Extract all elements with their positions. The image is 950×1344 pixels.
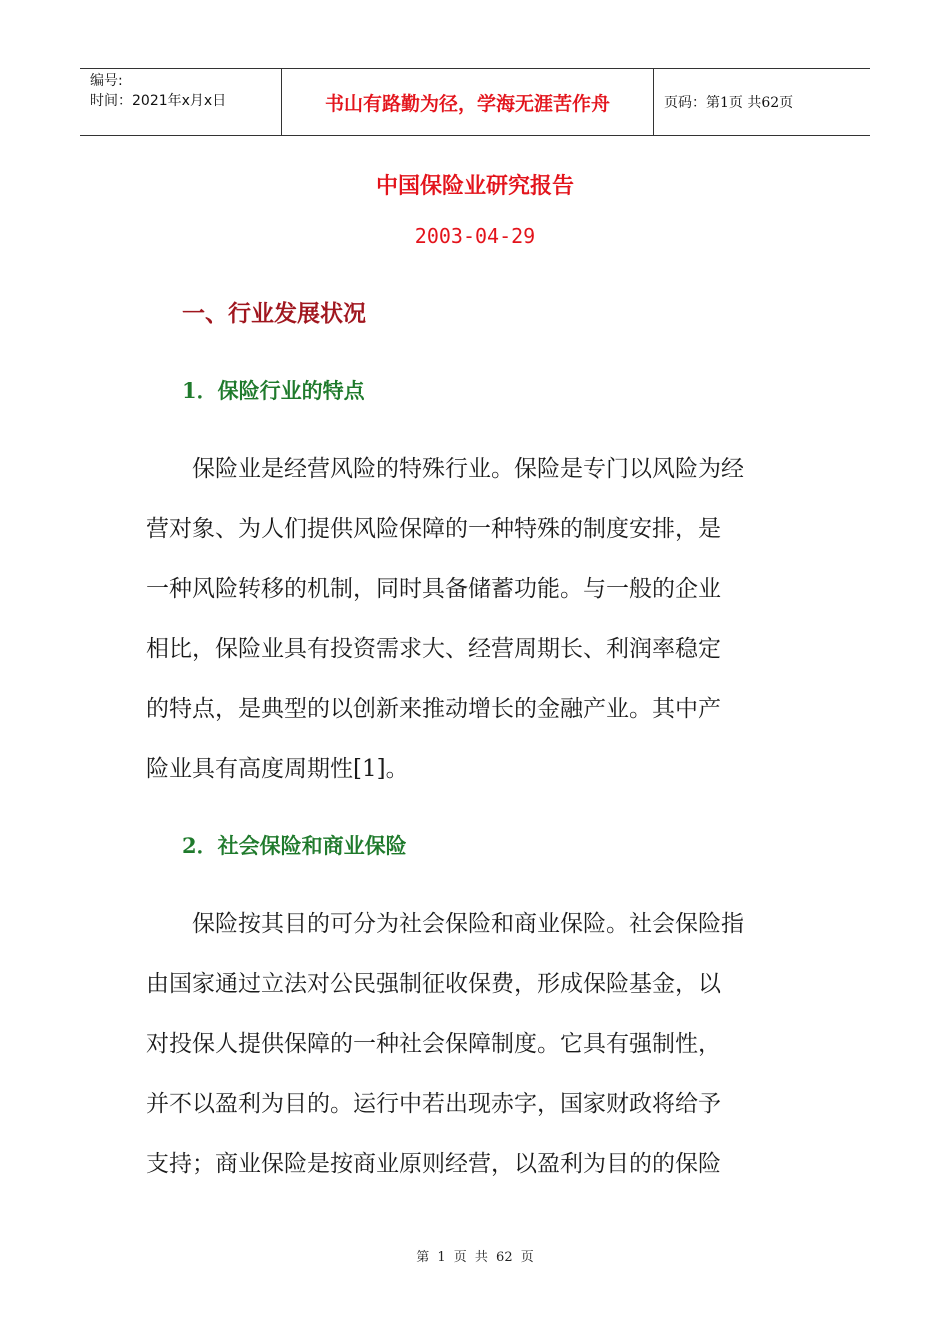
document-date: 2003-04-29	[414, 224, 536, 248]
paragraph-line: 对投保人提供保障的一种社会保障制度。它具有强制性，	[146, 1031, 721, 1057]
subsection-heading-1: 1．保险行业的特点	[182, 378, 365, 403]
header-table	[80, 68, 870, 136]
paragraph-line: 一种风险转移的机制，同时具备储蓄功能。与一般的企业	[146, 576, 721, 602]
time-label: 时间：2021年x月x日	[90, 93, 227, 109]
subsection-heading-2: 2．社会保险和商业保险	[182, 833, 407, 858]
page-info: 页码：第1页 共62页	[664, 95, 794, 111]
number-label: 编号:	[90, 73, 123, 89]
paragraph-line: 保险按其目的可分为社会保险和商业保险。社会保险指	[146, 911, 744, 937]
paragraph-line: 相比，保险业具有投资需求大、经营周期长、利润率稳定	[146, 636, 721, 662]
paragraph-line: 并不以盈利为目的。运行中若出现赤字，国家财政将给予	[146, 1091, 721, 1117]
document-title: 中国保险业研究报告	[375, 173, 574, 199]
paragraph-line: 支持；商业保险是按商业原则经营，以盈利为目的的保险	[146, 1151, 721, 1177]
paragraph-2	[146, 894, 806, 1194]
paragraph-line: 的特点，是典型的以创新来推动增长的金融产业。其中产	[146, 696, 721, 722]
header-motto-cell	[282, 69, 654, 135]
page-footer: 第 1 页 共 62 页	[416, 1250, 534, 1265]
header-meta-cell	[80, 69, 282, 135]
paragraph-line: 由国家通过立法对公民强制征收保费，形成保险基金，以	[146, 971, 721, 997]
header-page-cell	[654, 69, 870, 135]
motto-text: 书山有路勤为径，学海无涯苦作舟	[324, 92, 610, 115]
paragraph-line: 险业具有高度周期性[1]。	[146, 756, 409, 782]
paragraph-line: 保险业是经营风险的特殊行业。保险是专门以风险为经	[146, 456, 744, 482]
section-heading: 一、行业发展状况	[182, 300, 366, 327]
paragraph-1	[146, 439, 806, 799]
paragraph-line: 营对象、为人们提供风险保障的一种特殊的制度安排，是	[146, 516, 721, 542]
